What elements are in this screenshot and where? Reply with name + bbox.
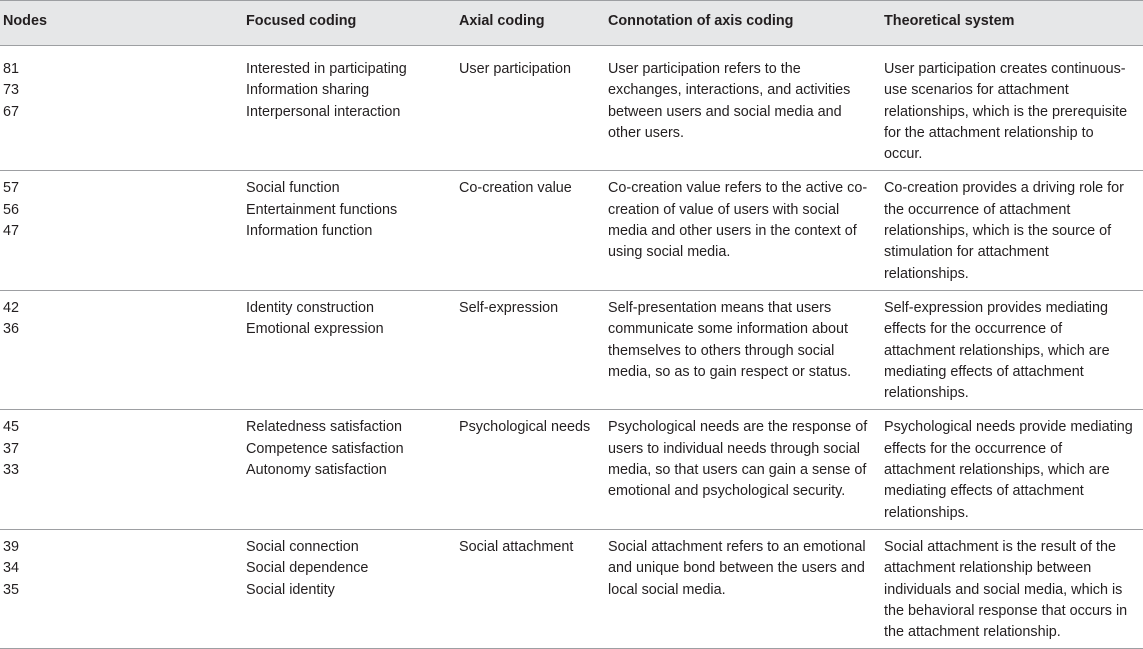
table-header-row [0,1,1143,46]
node-value: 34 [3,560,20,577]
node-value: 35 [3,581,20,598]
connotation-text: Self-presentation means that users communicate some information about themselves to others through social media, so as to gain respect or status. [608,299,852,380]
connotation-cell [608,410,884,529]
axial-coding-cell [459,46,608,171]
connotation-cell [608,171,884,290]
theory-text: Social attachment is the result of the attachment relationship between individuals and social media, which is the behavioral response that occurs in the attachment relationship. [884,538,1128,641]
focused-coding-cell [246,290,459,409]
header-nodes: Nodes [3,13,47,30]
header-axial-coding: Axial coding [459,13,545,30]
node-value: 42 [3,299,20,316]
axial-code: Co-creation value [459,180,572,197]
node-value: 73 [3,82,20,99]
node-value: 56 [3,201,20,218]
nodes-cell [0,290,246,409]
node-value: 81 [3,61,20,77]
focused-code: Interpersonal interaction [246,103,401,120]
node-value: 45 [3,419,20,436]
node-value: 37 [3,440,20,457]
nodes-cell [0,46,246,171]
table-row [0,171,1143,290]
focused-code: Information sharing [246,82,370,99]
focused-code: Entertainment functions [246,201,398,218]
theoretical-system-cell [884,290,1143,409]
focused-coding-cell [246,171,459,290]
connotation-text: Co-creation value refers to the active co-creation of value of users with social media and other users in the context of using social media. [608,180,868,261]
nodes-cell [0,410,246,529]
table-row [0,290,1143,409]
focused-coding-cell [246,410,459,529]
theoretical-system-cell [884,410,1143,529]
nodes-cell [0,529,246,648]
node-value: 67 [3,103,20,120]
theory-text: Co-creation provides a driving role for the occurrence of attachment relationships, which is the source of stimulation for attachment relationships. [884,180,1124,282]
header-focused-coding: Focused coding [246,13,357,30]
axial-code: Psychological needs [459,419,591,436]
focused-code: Autonomy satisfaction [246,462,387,479]
focused-code: Emotional expression [246,321,384,338]
theory-text: Self-expression provides mediating effects for the occurrence of attachment relationships, which are mediating effects of attachment relationships. [884,299,1110,402]
focused-coding-cell [246,46,459,171]
theoretical-system-cell [884,171,1143,290]
axial-coding-cell [459,290,608,409]
focused-code: Social function [246,180,340,197]
focused-code: Relatedness satisfaction [246,419,402,436]
theoretical-system-cell [884,46,1143,171]
connotation-text: User participation refers to the exchanges, interactions, and activities between users and social media and other users. [608,61,851,141]
header-connotation: Connotation of axis coding [608,13,794,30]
theory-text: User participation creates continuous-use scenarios for attachment relationships, which is the prerequisite for the attachment relationship to occur. [884,61,1128,163]
focused-code: Social connection [246,538,359,555]
table-row [0,46,1143,171]
node-value: 39 [3,538,20,555]
focused-code: Social dependence [246,560,369,577]
axial-coding-cell [459,529,608,648]
connotation-cell [608,290,884,409]
connotation-cell [608,46,884,171]
node-value: 57 [3,180,20,197]
axial-code: Social attachment [459,538,574,555]
axial-coding-cell [459,410,608,529]
header-theoretical-system: Theoretical system [884,13,1015,30]
axial-code: User participation [459,61,571,77]
axial-code: Self-expression [459,299,559,316]
focused-code: Identity construction [246,299,374,316]
connotation-cell [608,529,884,648]
focused-code: Social identity [246,581,335,598]
connotation-text: Psychological needs are the response of users to individual needs through social media, so that users can gain a sense of emotional and psychological security. [608,419,868,500]
node-value: 33 [3,462,20,479]
table-row [0,410,1143,529]
focused-code: Interested in participating [246,61,407,77]
nodes-cell [0,171,246,290]
node-value: 36 [3,321,20,338]
focused-code: Information function [246,223,373,240]
theory-text: Psychological needs provide mediating effects for the occurrence of attachment relationships, which are mediating effects of attachment relationships. [884,419,1133,521]
focused-code: Competence satisfaction [246,440,404,457]
table-row [0,529,1143,648]
axial-coding-cell [459,171,608,290]
connotation-text: Social attachment refers to an emotional and unique bond between the users and local social media. [608,538,866,598]
theoretical-system-cell [884,529,1143,648]
node-value: 47 [3,223,20,240]
focused-coding-cell [246,529,459,648]
